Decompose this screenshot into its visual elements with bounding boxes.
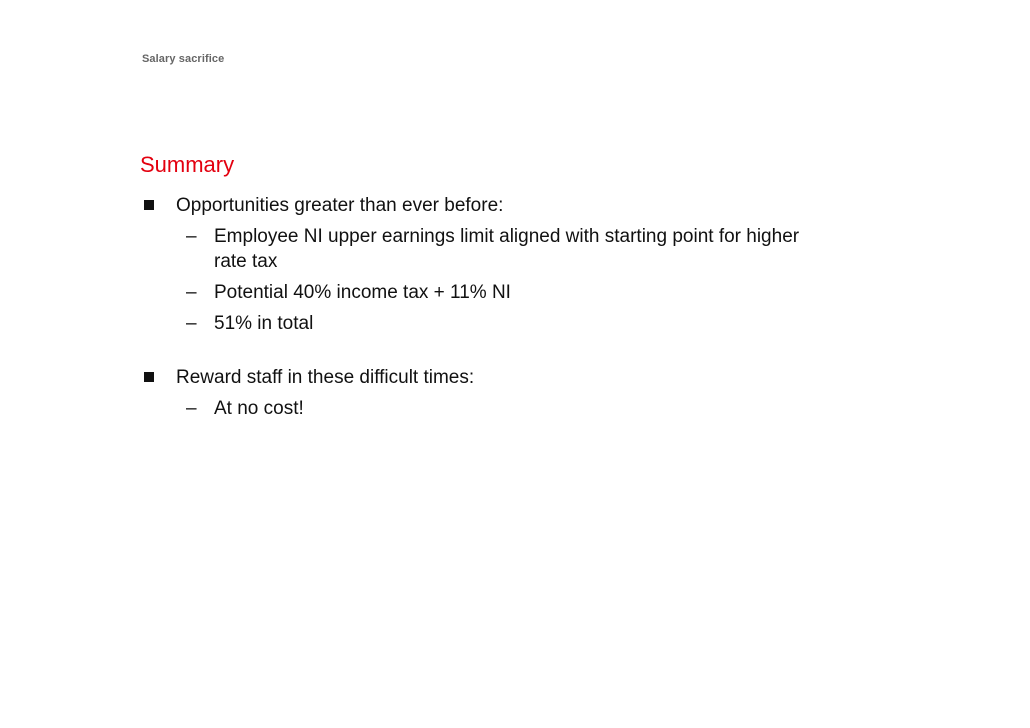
bullet-2-text: Reward staff in these difficult times: xyxy=(176,367,475,388)
square-bullet-icon xyxy=(144,200,154,210)
subitem-2-1-text: At no cost! xyxy=(214,398,304,419)
subitem-1-2 xyxy=(186,280,840,305)
subitem-1-2-text: Potential 40% income tax + 11% NI xyxy=(214,282,511,303)
bullet-2-subitems xyxy=(140,396,840,421)
bullet-block-1 xyxy=(140,194,840,336)
slide-title: Summary xyxy=(140,152,235,177)
dash-icon: – xyxy=(186,398,197,419)
bullet-2 xyxy=(140,366,840,390)
subitem-1-3-text: 51% in total xyxy=(214,313,314,334)
bullet-1-text: Opportunities greater than ever before: xyxy=(176,195,504,216)
slide-content xyxy=(140,194,840,427)
subitem-1-1-text: Employee NI upper earnings limit aligned with starting point for higher rate tax xyxy=(214,226,800,272)
bullet-1 xyxy=(140,194,840,218)
dash-icon: – xyxy=(186,282,197,303)
square-bullet-icon xyxy=(144,372,154,382)
dash-icon: – xyxy=(186,313,197,334)
bullet-1-subitems xyxy=(140,224,840,336)
header-label: Salary sacrifice xyxy=(142,53,225,65)
dash-icon: – xyxy=(186,226,197,247)
bullet-block-2 xyxy=(140,366,840,421)
subitem-1-1 xyxy=(186,224,840,274)
subitem-1-3 xyxy=(186,311,840,336)
subitem-2-1 xyxy=(186,396,840,421)
